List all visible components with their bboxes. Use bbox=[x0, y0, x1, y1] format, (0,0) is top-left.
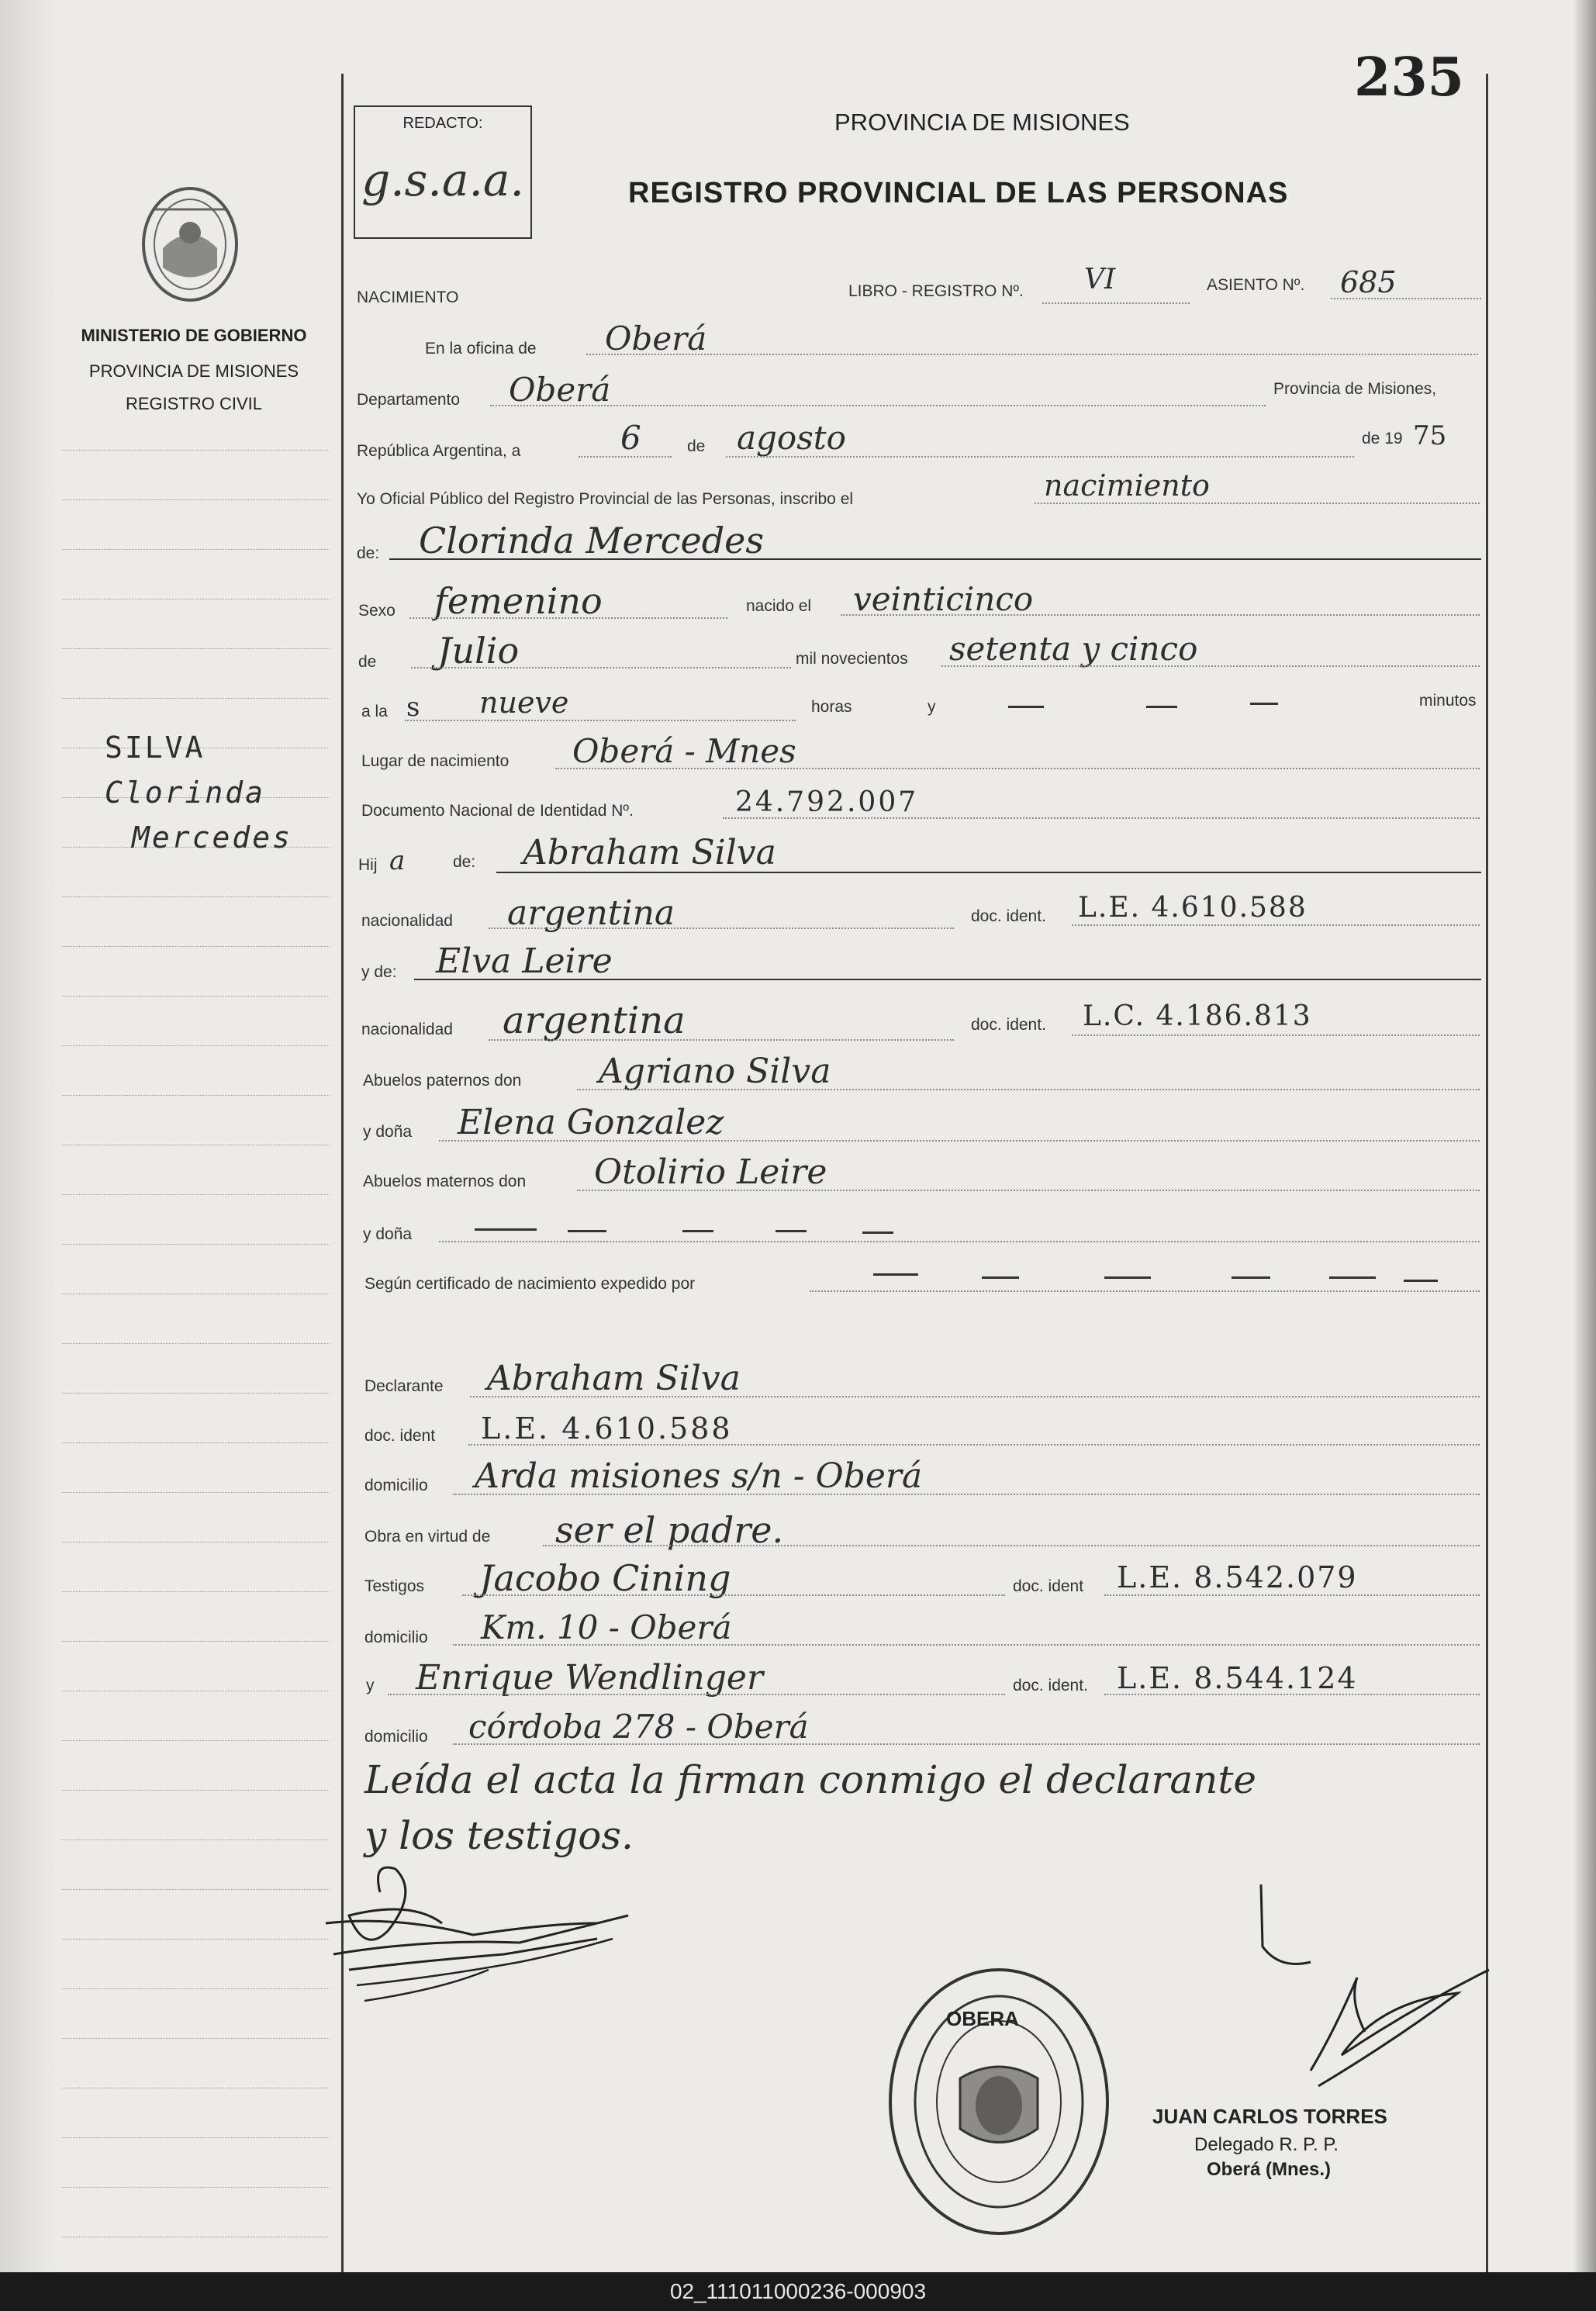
alas-label: a la bbox=[361, 703, 388, 720]
mes-value: agosto bbox=[737, 419, 846, 457]
ydona2-label: y doña bbox=[363, 1225, 413, 1243]
official-place: Oberá (Mnes.) bbox=[1207, 2159, 1332, 2180]
nac2-value: argentina bbox=[503, 999, 686, 1042]
margin-rule-line bbox=[62, 1442, 330, 1443]
anio-label: de 19 bbox=[1362, 430, 1403, 447]
nacido-anio-value: setenta y cinco bbox=[949, 630, 1198, 668]
margin-rule-line bbox=[62, 549, 330, 550]
y-t2-label: y bbox=[366, 1677, 375, 1694]
margin-rule-line bbox=[62, 896, 330, 897]
horas-label: horas bbox=[811, 698, 852, 716]
segun-label: Según certificado de nacimiento expedido por bbox=[364, 1275, 696, 1293]
scan-filename: 02_111011000236-000903 bbox=[669, 2279, 927, 2303]
witness-signatures bbox=[318, 1846, 690, 2032]
nacido-label: nacido el bbox=[746, 597, 812, 615]
page-right-shadow bbox=[1573, 0, 1596, 2272]
inscribo-label: Yo Oficial Público del Registro Provincial de las Personas, inscribo el bbox=[357, 490, 854, 508]
dia-value: 6 bbox=[620, 419, 641, 457]
domicilio3-value: córdoba 278 - Oberá bbox=[468, 1708, 809, 1746]
sexo-label: Sexo bbox=[358, 602, 396, 620]
domicilio2-label: domicilio bbox=[364, 1629, 428, 1646]
margin-rule-line bbox=[62, 2187, 330, 2188]
dni-value: 24.792.007 bbox=[735, 786, 919, 818]
hija-label: Hij bbox=[358, 856, 378, 874]
ydona1-label: y doña bbox=[363, 1123, 413, 1141]
doc1-label: doc. ident. bbox=[971, 907, 1046, 925]
ministry-province: PROVINCIA DE MISIONES bbox=[88, 361, 299, 381]
page-binding-edge bbox=[0, 0, 54, 2272]
declarante-doc-value: L.E. 4.610.588 bbox=[481, 1411, 733, 1446]
hija-de-label: de: bbox=[453, 853, 476, 871]
redacto-box bbox=[354, 105, 532, 239]
redacto-initials: g.s.a.a. bbox=[361, 154, 524, 206]
departamento-label: Departamento bbox=[357, 391, 461, 409]
margin-note-name2: Mercedes bbox=[132, 820, 293, 855]
province-heading: PROVINCIA DE MISIONES bbox=[834, 109, 1130, 136]
nac2-label: nacionalidad bbox=[361, 1021, 453, 1038]
margin-rule-line bbox=[62, 1244, 330, 1245]
margin-rule-line bbox=[62, 1591, 330, 1592]
obra-label: Obra en virtud de bbox=[364, 1528, 491, 1546]
docident-label: doc. ident bbox=[364, 1427, 436, 1445]
oficina-value: Oberá bbox=[605, 320, 707, 358]
doc-t1-value: L.E. 8.542.079 bbox=[1117, 1560, 1358, 1594]
margin-note-name1: Clorinda bbox=[105, 776, 266, 810]
domicilio2-value: Km. 10 - Oberá bbox=[481, 1608, 732, 1646]
lugar-value: Oberá - Mnes bbox=[572, 732, 796, 770]
nombre-value: Clorinda Mercedes bbox=[419, 520, 764, 561]
official-round-stamp-icon bbox=[883, 1962, 1115, 2241]
declarante-label: Declarante bbox=[364, 1377, 444, 1395]
abuelos-mat-label: Abuelos maternos don bbox=[363, 1173, 527, 1190]
registry-title: REGISTRO PROVINCIAL DE LAS PERSONAS bbox=[628, 177, 1289, 209]
margin-rule-line bbox=[62, 450, 330, 451]
margin-rule-line bbox=[62, 648, 330, 649]
margin-rule-line bbox=[62, 2137, 330, 2138]
margin-rule-line bbox=[62, 946, 330, 947]
margin-rule-line bbox=[62, 1988, 330, 1989]
margin-rule-line bbox=[62, 1095, 330, 1096]
libro-value: VI bbox=[1084, 264, 1116, 295]
nac1-label: nacionalidad bbox=[361, 912, 453, 930]
nombre-label: de: bbox=[357, 544, 380, 562]
anio-value: 75 bbox=[1413, 420, 1447, 451]
nacido-dia-value: veinticinco bbox=[853, 580, 1034, 618]
departamento-value: Oberá bbox=[509, 371, 611, 409]
margin-rule-line bbox=[62, 1343, 330, 1344]
margin-rule-line bbox=[62, 1194, 330, 1195]
doc-t2-label: doc. ident. bbox=[1013, 1677, 1088, 1694]
doc-t2-value: L.E. 8.544.124 bbox=[1117, 1661, 1358, 1695]
sexo-value: femenino bbox=[434, 580, 603, 622]
hija-suffix: a bbox=[389, 845, 406, 876]
domicilio1-label: domicilio bbox=[364, 1477, 428, 1494]
folio-number: 235 bbox=[1354, 47, 1464, 109]
closing-line-1: Leída el acta la firman conmigo el declarante bbox=[364, 1757, 1257, 1802]
closing-line-2: y los testigos. bbox=[364, 1813, 634, 1858]
official-title: Delegado R. P. P. bbox=[1194, 2134, 1339, 2155]
domicilio1-value: Arda misiones s/n - Oberá bbox=[475, 1456, 923, 1496]
margin-rule-line bbox=[62, 1492, 330, 1493]
margin-rule-line bbox=[62, 1740, 330, 1741]
margin-rule-line bbox=[62, 1641, 330, 1642]
doc2-label: doc. ident. bbox=[971, 1016, 1046, 1034]
margin-rule-line bbox=[62, 2038, 330, 2039]
lugar-label: Lugar de nacimiento bbox=[361, 752, 510, 770]
hora-num-value: s bbox=[406, 692, 420, 723]
margin-rule-line bbox=[62, 1790, 330, 1791]
declarante-value: Abraham Silva bbox=[487, 1359, 741, 1398]
abuelos-pat-label: Abuelos paternos don bbox=[363, 1072, 522, 1090]
margin-rule-line bbox=[62, 996, 330, 997]
hora-texto-value: nueve bbox=[479, 686, 569, 720]
ministry-registry: REGISTRO CIVIL bbox=[125, 394, 263, 413]
doc1-value: L.E. 4.610.588 bbox=[1078, 892, 1308, 924]
abuelo-mat-value: Otolirio Leire bbox=[594, 1152, 827, 1192]
provincia-label: Provincia de Misiones, bbox=[1273, 380, 1437, 398]
dni-label: Documento Nacional de Identidad Nº. bbox=[361, 802, 634, 820]
margin-rule-line bbox=[62, 499, 330, 500]
redacto-label: REDACTO: bbox=[402, 115, 483, 132]
y-label: y bbox=[928, 698, 936, 716]
abuelo-pat-value: Agriano Silva bbox=[599, 1052, 831, 1091]
margin-rule-line bbox=[62, 1939, 330, 1940]
testigo2-value: Enrique Wendlinger bbox=[416, 1658, 763, 1698]
testigos-label: Testigos bbox=[364, 1577, 425, 1595]
madre-value: Elva Leire bbox=[436, 941, 613, 981]
domicilio3-label: domicilio bbox=[364, 1728, 428, 1746]
mil-label: mil novecientos bbox=[796, 650, 908, 668]
asiento-value: 685 bbox=[1340, 265, 1397, 299]
margin-note-surname: SILVA bbox=[105, 731, 206, 765]
obra-value: ser el padre. bbox=[555, 1509, 784, 1551]
doc2-value: L.C. 4.186.813 bbox=[1083, 1000, 1312, 1032]
abuela-pat-value: Elena Gonzalez bbox=[458, 1103, 724, 1142]
official-signature bbox=[1225, 1877, 1504, 2109]
oficina-label: En la oficina de bbox=[425, 340, 537, 358]
doc-t1-label: doc. ident bbox=[1013, 1577, 1084, 1595]
libro-label: LIBRO - REGISTRO Nº. bbox=[848, 282, 1024, 300]
de-mes-label: de bbox=[687, 437, 706, 455]
nac1-value: argentina bbox=[507, 893, 675, 933]
margin-rule-line bbox=[62, 1393, 330, 1394]
republica-label: República Argentina, a bbox=[357, 442, 521, 460]
round-stamp-center: OBERA bbox=[946, 2007, 1019, 2030]
testigo1-value: Jacobo Cining bbox=[479, 1557, 731, 1599]
margin-rule-line bbox=[62, 1839, 330, 1840]
nacido-mes-value: Julio bbox=[437, 630, 520, 672]
inscribo-value: nacimiento bbox=[1044, 468, 1210, 503]
asiento-label: ASIENTO Nº. bbox=[1207, 276, 1305, 294]
record-type-label: NACIMIENTO bbox=[357, 288, 459, 306]
margin-rule-line bbox=[62, 698, 330, 699]
margin-rule-line bbox=[62, 1889, 330, 1890]
yde-label: y de: bbox=[361, 963, 397, 981]
ministry-coat-of-arms-icon bbox=[132, 178, 248, 310]
nacido-mes-label: de bbox=[358, 653, 377, 671]
padre-value: Abraham Silva bbox=[523, 833, 776, 872]
margin-rule-line bbox=[62, 1045, 330, 1046]
official-name: JUAN CARLOS TORRES bbox=[1152, 2105, 1387, 2128]
minutos-label: minutos bbox=[1419, 692, 1477, 710]
ministry-name: MINISTERIO DE GOBIERNO bbox=[81, 326, 307, 345]
